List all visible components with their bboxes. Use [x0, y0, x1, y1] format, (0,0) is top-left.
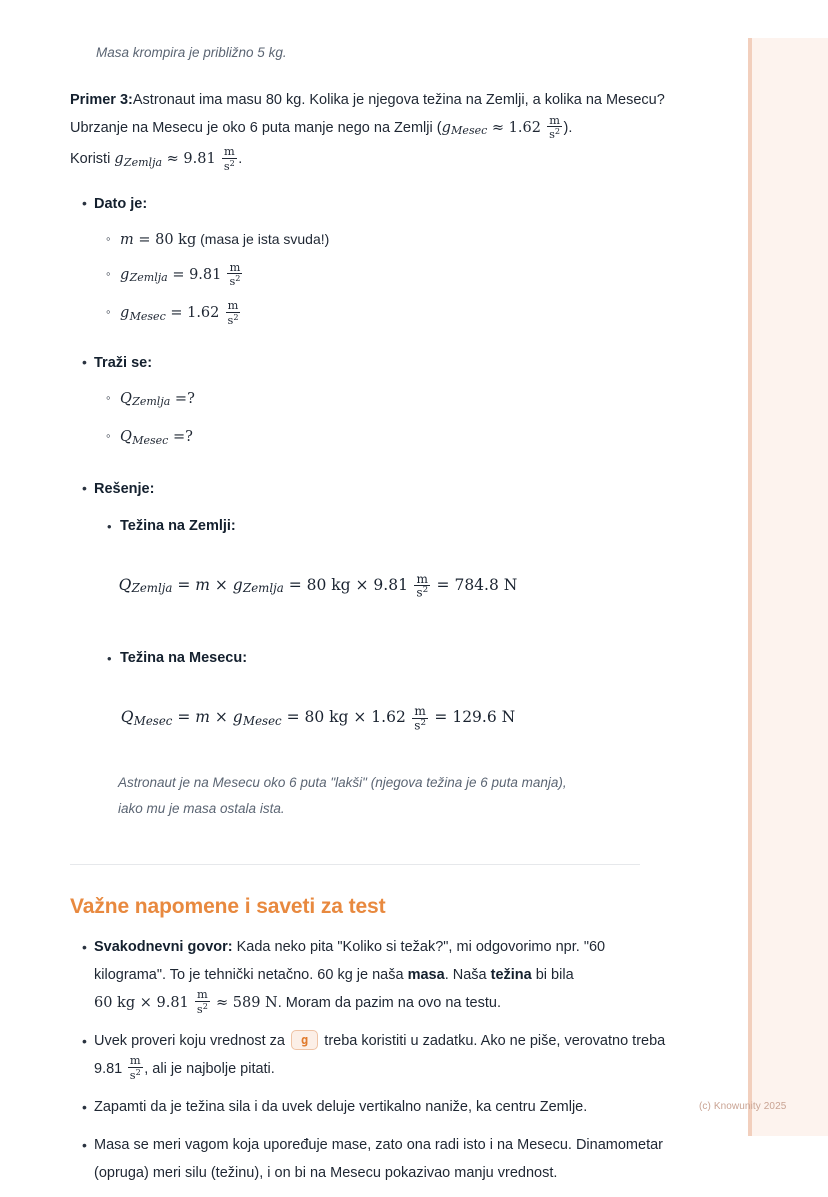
equation-mesec-math	[120, 704, 516, 733]
g-mesec-inline	[441, 113, 564, 142]
q-subscript: Zemlja	[131, 581, 173, 596]
tip-text-3: bi bila	[531, 966, 574, 983]
g-value: = 1.62	[170, 305, 220, 322]
example-paragraph	[0, 86, 712, 177]
tip-text-1: Kada neko pita "Koliko si težak?", mi odgovorimo npr. "60 kilograma". To je tehnički netačno. 60 kg je naša	[94, 938, 606, 983]
unit-m-per-s2: $\frac{m}{s^2}$	[223, 145, 235, 173]
eq-mid: = m × g	[177, 575, 243, 594]
tip-text-2: . Naša	[444, 966, 491, 983]
list-item-given-m	[120, 224, 672, 255]
equation-mesec	[94, 700, 672, 738]
list-item-asked-q-mesec	[120, 421, 672, 455]
example-text-2: ). Koristi	[70, 120, 573, 168]
math-g-zemlja	[120, 260, 244, 289]
equation-zemlja	[94, 568, 672, 606]
spacer	[94, 336, 712, 350]
m-symbol: m	[120, 231, 134, 248]
unit-m-per-s2: $\frac{m}{s^2}$	[227, 299, 239, 327]
example-label: Primer 3:	[70, 92, 133, 108]
list-item-resenje	[94, 476, 712, 822]
tip-bold-tezina: težina	[490, 966, 532, 983]
g-value: ≈ 1.62	[491, 120, 541, 136]
q-symbol: Q	[120, 429, 132, 446]
spacer	[0, 66, 712, 86]
unit-m-per-s2: $\frac{m}{s^2}$	[549, 113, 561, 142]
g-value: = 9.81	[172, 266, 222, 283]
asked-heading: Traži se:	[94, 354, 153, 371]
right-accent-panel	[748, 38, 828, 1136]
tip-text-4: . Moram da pazim na ovo na testu.	[277, 994, 501, 1011]
solution-parts-list-2	[94, 645, 672, 672]
q-value: =?	[172, 429, 193, 446]
tip-math-inline	[94, 988, 278, 1017]
q-subscript: Mesec	[132, 433, 169, 447]
tips-list	[0, 933, 712, 1187]
math-g-mesec	[120, 299, 242, 327]
unit-numerator: m	[416, 571, 428, 586]
g-subscript: Zemlja	[123, 155, 163, 169]
solution-outline-list	[0, 191, 712, 822]
unit-m-per-s2: $\frac{m}{s^2}$	[229, 260, 241, 289]
spacer	[94, 676, 672, 700]
tip-item-vaga-dinamometar: • Masa se meri vagom koja upoređuje mase, zato ona radi isto i na Mesecu. Dinamometar (opruga) meri silu (težinu), i on bi na Mesecu pokazivao manju vrednost.	[94, 1131, 712, 1187]
example-text-1: Astronaut ima masu 80 kg. Kolika je njegova težina na Zemlji, a kolika na Mesecu? Ubrzanje na Mesecu je oko 6 puta manje nego na Zemlji (	[70, 92, 665, 136]
unit-m-per-s2	[412, 705, 428, 731]
g-subscript: Mesec	[129, 309, 166, 323]
eq-values: = 80 kg × 1.62	[286, 708, 406, 727]
tip-item-tezina-sila: • Zapamti da je težina sila i da uvek deluje vertikalno naniže, ka centru Zemlje.	[94, 1093, 712, 1121]
list-item-dato-je	[94, 191, 712, 332]
m-value: = 80 kg	[138, 231, 197, 248]
eq-mid-subscript: Zemlja	[243, 581, 284, 596]
part-heading-mesec: Težina na Mesecu:	[120, 650, 248, 667]
q-value: =?	[174, 390, 195, 407]
list-item-given-g-zemlja	[120, 259, 672, 293]
solution-heading: Rešenje:	[94, 480, 155, 497]
tip-math-2: ≈ 589 N	[215, 994, 278, 1011]
spacer	[94, 738, 672, 770]
asked-values-list	[94, 383, 672, 456]
unit-m-per-s2: $\frac{m}{s^2}$	[129, 1054, 141, 1083]
list-item-asked-q-zemlja	[120, 383, 672, 417]
tip-math-1: 60 kg × 9.81	[94, 994, 189, 1011]
eq-mid-subscript: Mesec	[243, 713, 282, 728]
unit-numerator: m	[414, 704, 426, 719]
q-symbol: Q	[118, 575, 132, 594]
spacer	[94, 544, 672, 568]
solution-conclusion-note: Astronaut je na Mesecu oko 6 puta "lakši" (njegova težina je 6 puta manja), iako mu je masa ostala ista.	[118, 774, 567, 816]
solution-parts-list	[94, 513, 672, 540]
math-q-zemlja	[120, 391, 195, 407]
equation-zemlja-math	[118, 571, 518, 600]
g-zemlja-inline	[114, 145, 238, 173]
watermark: (c) Knowunity 2025	[699, 1101, 787, 1112]
eq-result: = 129.6 N	[434, 708, 516, 727]
tip-text-1: Uvek proveri koju vrednost za	[94, 1032, 290, 1049]
spacer	[94, 460, 712, 476]
spacer	[94, 605, 672, 635]
math-m	[120, 232, 196, 248]
unit-m-per-s2: $\frac{m}{s^2}$	[196, 988, 208, 1017]
tip-unit-inline	[126, 1054, 144, 1083]
given-heading: Dato je:	[94, 195, 148, 212]
code-badge-g[interactable]: g	[291, 1030, 318, 1050]
g-symbol: g	[120, 305, 130, 322]
tips-section-title: Važne napomene i saveti za test	[70, 894, 386, 918]
eq-result: = 784.8 N	[436, 575, 518, 594]
g-subscript: Mesec	[451, 124, 488, 138]
tip-text-3: , ali je najbolje pitati.	[144, 1060, 275, 1077]
list-item-tezina-mesec	[120, 645, 672, 672]
right-accent-line	[748, 38, 752, 1136]
tip-text-2: treba koristiti u zadatku. Ako ne piše, verovatno treba 9.81	[94, 1032, 666, 1077]
m-comment: (masa je ista svuda!)	[200, 230, 330, 247]
given-values-list	[94, 224, 672, 332]
q-symbol: Q	[120, 708, 134, 727]
part-heading-zemlja: Težina na Zemlji:	[120, 517, 236, 534]
list-item-tezina-zemlja	[120, 513, 672, 540]
tip-lead: Svakodnevni govor:	[94, 938, 233, 955]
tip-item-svakodnevni-govor	[94, 933, 712, 1017]
intro-note: Masa krompira je približno 5 kg.	[96, 45, 287, 60]
g-subscript: Zemlja	[129, 271, 168, 285]
list-item-given-g-mesec	[120, 297, 672, 331]
g-symbol: g	[120, 266, 130, 283]
unit-denominator: $s^2$	[414, 717, 426, 733]
math-q-mesec	[120, 429, 193, 445]
q-symbol: Q	[120, 390, 132, 407]
g-value: ≈ 9.81	[166, 151, 216, 168]
tip-item-proveri-g	[94, 1027, 712, 1083]
spacer	[0, 865, 712, 893]
tip-bold-masa: masa	[407, 966, 445, 983]
spacer	[0, 177, 712, 191]
g-symbol: g	[441, 120, 451, 136]
q-subscript: Mesec	[133, 713, 173, 728]
q-subscript: Zemlja	[132, 395, 171, 409]
eq-values: = 80 kg × 9.81	[288, 575, 408, 594]
unit-denominator: $s^2$	[416, 585, 429, 600]
example-text-3: .	[238, 151, 243, 168]
spacer	[0, 0, 712, 40]
unit-m-per-s2	[414, 573, 430, 599]
g-symbol: g	[114, 151, 124, 168]
spacer	[0, 826, 712, 864]
eq-mid: = m × g	[177, 708, 243, 727]
list-item-trazi-se	[94, 350, 712, 456]
